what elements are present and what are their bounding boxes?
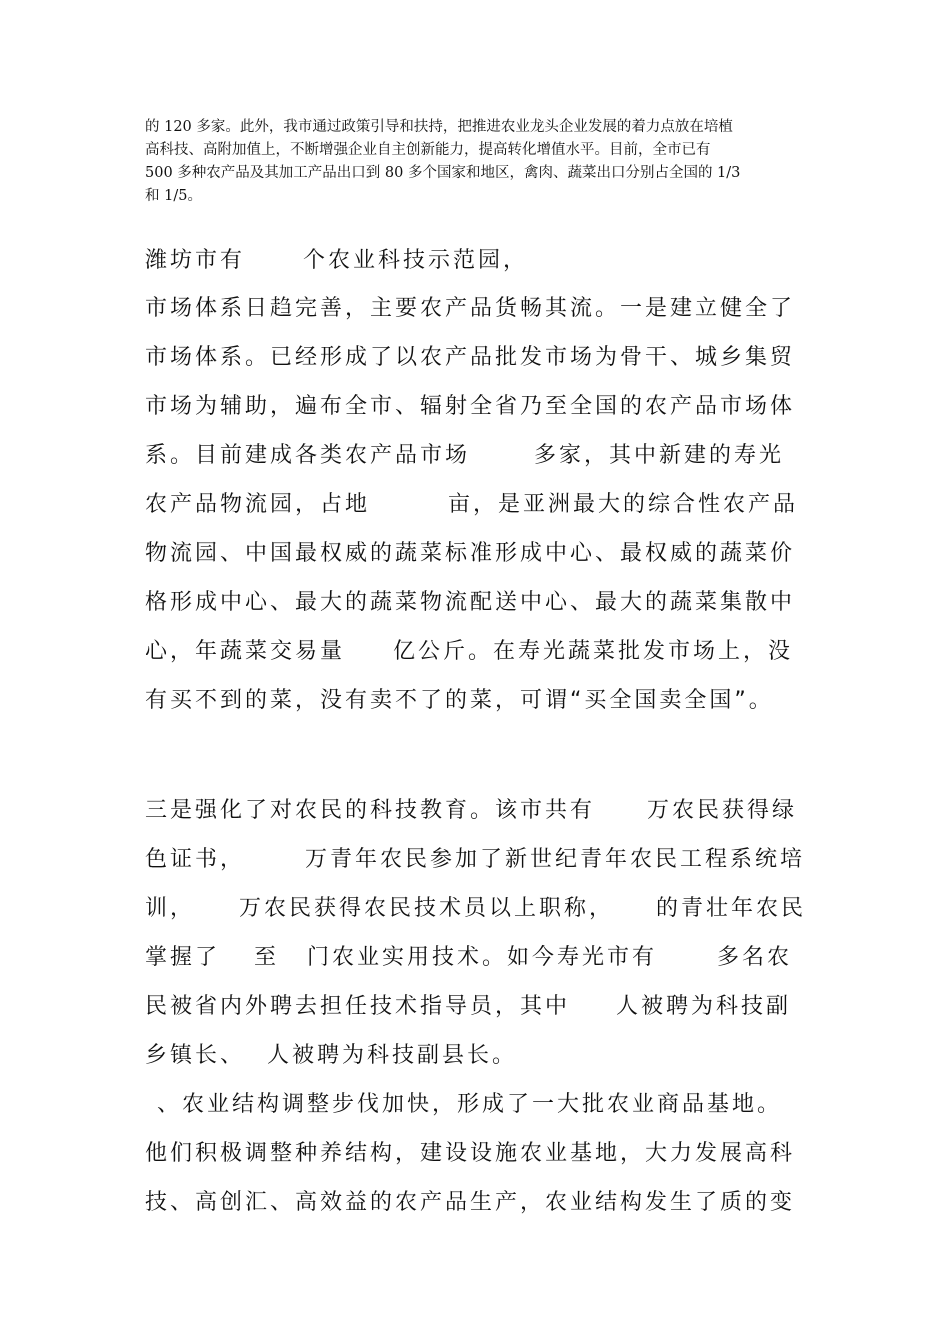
paragraph-line (145, 627, 798, 676)
market-paragraph (145, 284, 798, 725)
intro-line: 和 1/5。 (145, 188, 202, 204)
text-segment: 人被聘为科技副 (616, 994, 792, 1019)
paragraph-line: 物流园、中国最权威的蔬菜标准形成中心、最权威的蔬菜价 (145, 541, 796, 566)
structure-paragraph (145, 1080, 795, 1227)
text-segment: 万农民获得绿 (647, 798, 798, 823)
text-segment: 多名农 (717, 945, 793, 970)
text-segment: 系。目前建成各类农产品市场 (145, 443, 471, 468)
text-segment: 万农民获得农民技术员以上职称， (239, 896, 615, 921)
intro-line: 的 120 多家。此外，我市通过政策引导和扶持，把推进农业龙头企业发展的着力点放在培植 (145, 119, 733, 135)
text-segment: 农产品物流园，占地 (145, 492, 371, 517)
text-segment: 亩，是亚洲最大的综合性农产品 (448, 492, 799, 517)
paragraph-line: 有买不到的菜，没有卖不了的菜，可谓“买全国卖全国”。 (145, 688, 774, 713)
intro-line: 500 多种农产品及其加工产品出口到 80 多个国家和地区，禽肉、蔬菜出口分别占全国的 1/3 (145, 165, 741, 181)
paragraph-line: 技、高创汇、高效益的农产品生产，农业结构发生了质的变 (145, 1190, 796, 1215)
paragraph-line (145, 786, 806, 835)
heading-line (145, 236, 528, 285)
heading-part: 潍坊市有 (145, 248, 246, 273)
paragraph-line: 市场为辅助，遍布全市、辐射全省乃至全国的农产品市场体 (145, 394, 796, 419)
text-segment: 多家，其中新建的寿光 (534, 443, 785, 468)
intro-paragraph (145, 116, 810, 208)
paragraph-line: 市场体系。已经形成了以农产品批发市场为骨干、城乡集贸 (145, 345, 796, 370)
paragraph-line (145, 982, 806, 1031)
text-segment: 三是强化了对农民的科技教育。该市共有 (145, 798, 596, 823)
text-segment: 心，年蔬菜交易量 (145, 639, 346, 664)
text-segment: 亿公斤。在寿光蔬菜批发市场上，没 (393, 639, 794, 664)
paragraph-line: 、农业结构调整步伐加快，形成了一大批农业商品基地。 (157, 1092, 783, 1117)
text-segment: 门农业实用技术。如今寿光市有 (307, 945, 658, 970)
paragraph-line (145, 480, 798, 529)
paragraph-line (145, 1031, 806, 1080)
paragraph-line: 他们积极调整种养结构，建设设施农业基地，大力发展高科 (145, 1141, 796, 1166)
text-segment: 的青壮年农民 (656, 896, 807, 921)
text-segment: 至 (254, 945, 280, 970)
text-segment: 训， (145, 896, 196, 921)
paragraph-line (145, 431, 798, 480)
paragraph-line: 市场体系日趋完善，主要农产品货畅其流。一是建立健全了 (145, 296, 796, 321)
text-segment: 色证书， (145, 847, 246, 872)
intro-line: 高科技、高附加值上，不断增强企业自主创新能力，提高转化增值水平。目前，全市已有 (145, 142, 711, 158)
text-segment: 乡镇长、 (145, 1043, 246, 1068)
text-segment: 人被聘为科技副县长。 (267, 1043, 518, 1068)
paragraph-line (145, 884, 806, 933)
education-paragraph (145, 786, 806, 1080)
text-segment: 掌握了 (145, 945, 221, 970)
paragraph-line: 格形成中心、最大的蔬菜物流配送中心、最大的蔬菜集散中 (145, 590, 796, 615)
paragraph-line (145, 933, 806, 982)
paragraph-line (145, 835, 806, 884)
text-segment: 万青年农民参加了新世纪青年农民工程系统培 (305, 847, 806, 872)
heading-part: 个农业科技示范园， (303, 248, 529, 273)
text-segment: 民被省内外聘去担任技术指导员，其中 (145, 994, 571, 1019)
